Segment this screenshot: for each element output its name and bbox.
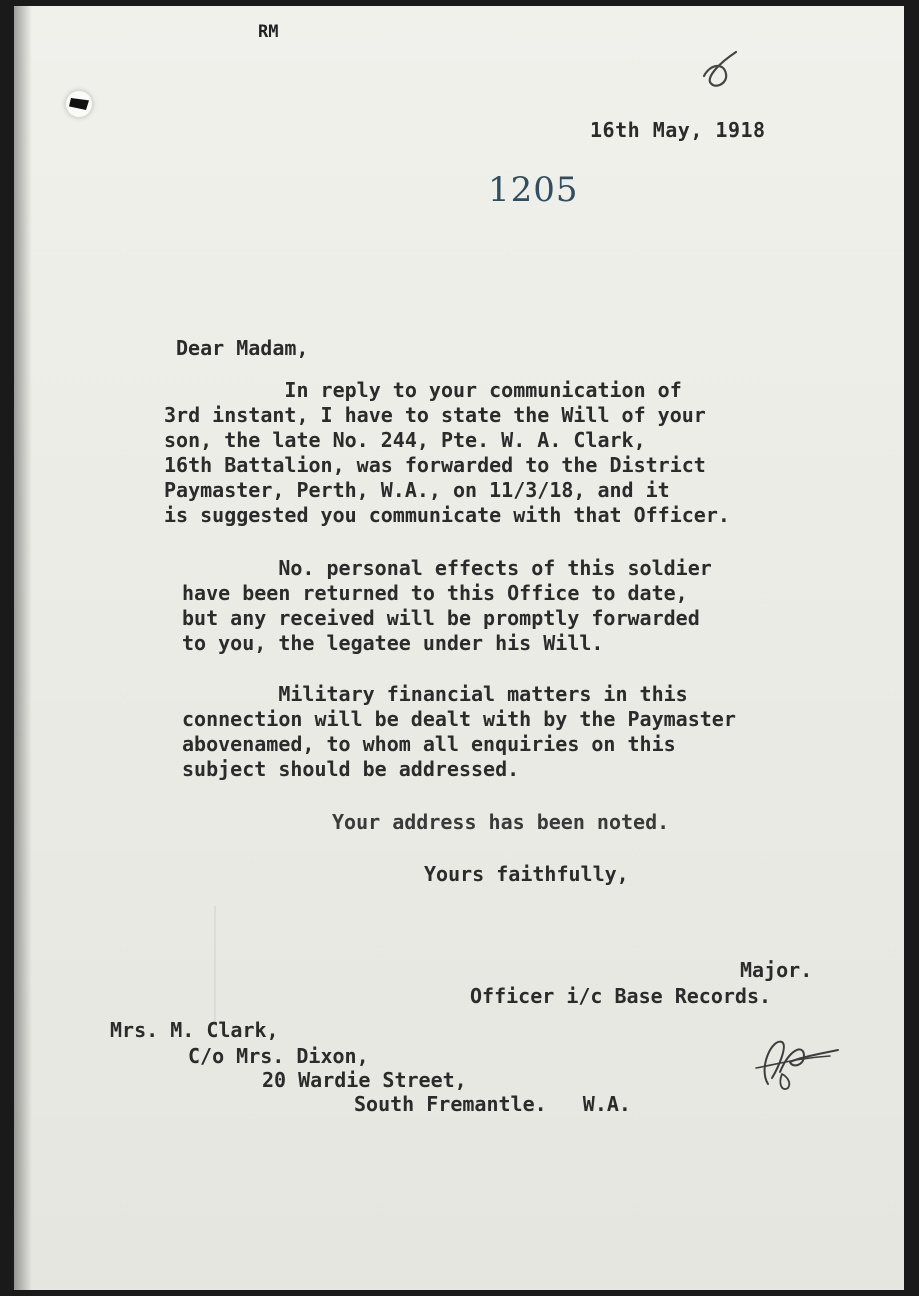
file-initials: RM [258,22,279,42]
paragraph-personal-effects: No. personal effects of this soldier have been returned to this Office to date, but any received will be promptly forwarded to you, the legatee under his Will. [182,556,712,655]
recipient-care-of: C/o Mrs. Dixon, [188,1044,369,1068]
recipient-town: South Fremantle. W.A. [354,1092,631,1116]
salutation: Dear Madam, [176,336,309,360]
signatory-rank: Major. [740,958,813,982]
handwritten-tick-mark [696,46,744,94]
paper-crease [214,906,216,1026]
signatory-title: Officer i/c Base Records. [470,984,772,1008]
letter-page [14,6,904,1290]
file-number-stamp: 1205 [488,170,579,210]
recipient-name: Mrs. M. Clark, [110,1018,279,1042]
recipient-street: 20 Wardie Street, [262,1068,467,1092]
closing: Yours faithfully, [424,862,629,886]
handwritten-initials-signature [738,1028,842,1098]
letter-date: 16th May, 1918 [590,118,766,142]
paragraph-will: In reply to your communication of 3rd instant, I have to state the Will of your son, the late No. 244, Pte. W. A. Clark, 16th Battalion, was forwarded to the District Paymaster, Perth, W.A., on 11/3/18, and it is suggested you communicate with that Officer. [164,378,730,527]
paragraph-financial-matters: Military financial matters in this connection will be dealt with by the Paymaster abovenamed, to whom all enquiries on this subject should be addressed. [182,682,736,781]
page-edge-shadow [14,6,32,1290]
address-noted-line: Your address has been noted. [332,810,670,834]
